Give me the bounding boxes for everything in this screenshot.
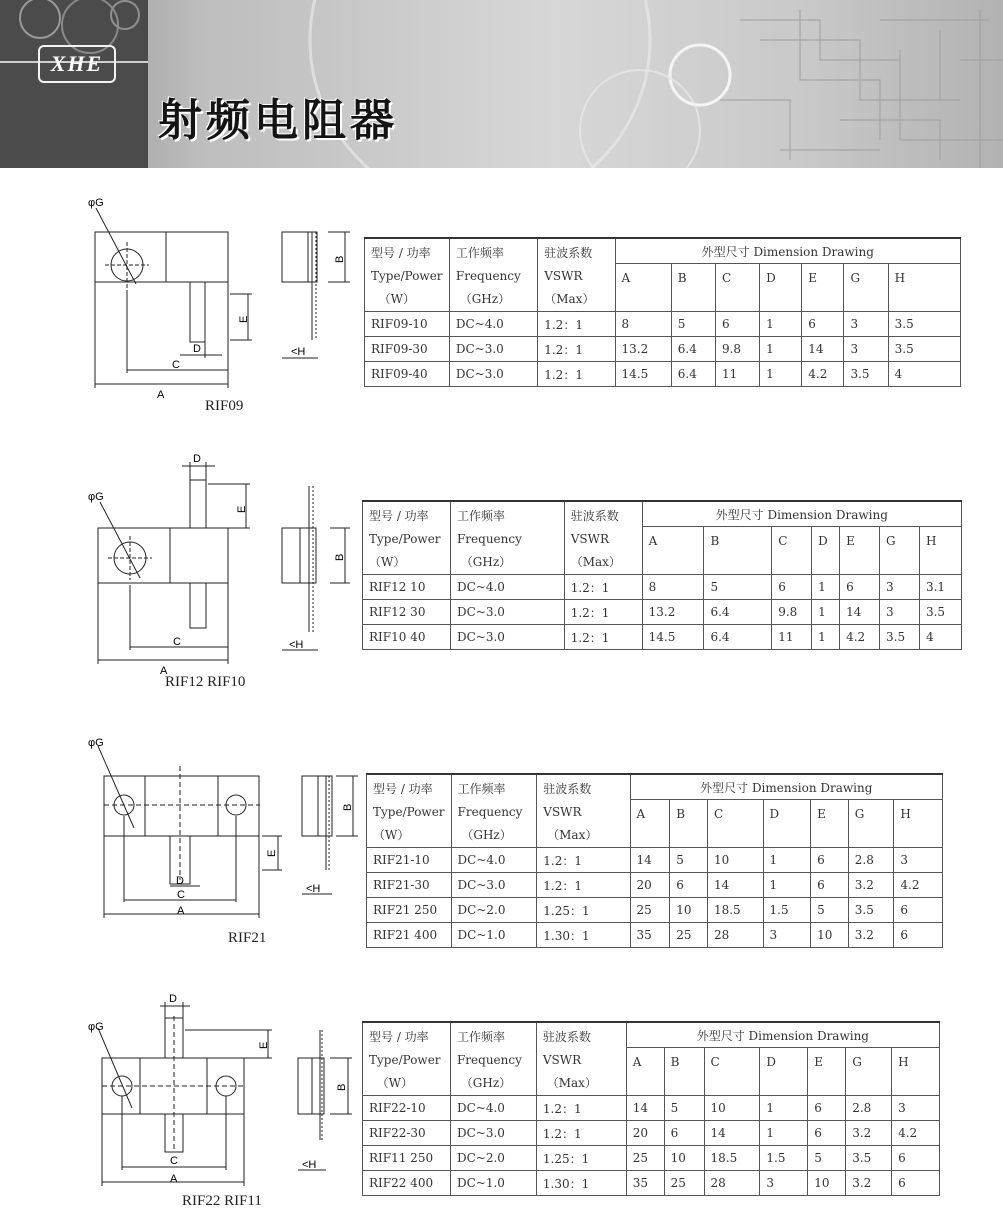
col-header-dimension: 外型尺寸 Dimension Drawing — [642, 501, 961, 527]
table-row: RIF22 400 DC~1.0 1.30：1 35 25 28 3 10 3.2 6 — [363, 1171, 940, 1196]
dim-d-label: D — [193, 453, 201, 465]
dim-h-label: <H — [302, 1159, 317, 1171]
col-b: B — [664, 1048, 704, 1096]
col-c: C — [707, 800, 763, 848]
dim-d-label: D — [193, 343, 201, 355]
col-a: A — [626, 1048, 664, 1096]
dim-a-label: A — [177, 905, 185, 917]
dim-b-label: B — [342, 803, 354, 811]
col-a: A — [630, 800, 670, 848]
rif22-dimension-drawing — [0, 990, 362, 1225]
dim-c-label: C — [170, 1155, 178, 1167]
col-d: D — [760, 264, 802, 312]
rif09-dimension-drawing — [0, 190, 360, 420]
phi-g-label: φG — [88, 197, 104, 209]
col-e: E — [808, 1048, 846, 1096]
section-rif22-rif11 — [0, 990, 1003, 1225]
dim-h-label: <H — [291, 346, 306, 358]
dim-b-label: B — [334, 553, 346, 561]
col-e: E — [811, 800, 849, 848]
figure-label: RIF21 — [228, 930, 267, 946]
col-header-type: 型号 / 功率 Type/Power （W） — [363, 501, 451, 575]
col-c: C — [715, 264, 759, 312]
phi-g-label: φG — [88, 737, 104, 749]
dim-e-label: E — [238, 315, 250, 323]
table-row: RIF09-10 DC~4.0 1.2：1 8 5 6 1 6 3 3.5 — [365, 312, 961, 337]
col-d: D — [763, 800, 811, 848]
dim-h-label: <H — [289, 639, 304, 651]
col-header-dimension: 外型尺寸 Dimension Drawing — [615, 238, 960, 264]
col-e: E — [802, 264, 844, 312]
section-rif09 — [0, 190, 1003, 420]
col-header-dimension: 外型尺寸 Dimension Drawing — [626, 1022, 939, 1048]
section-rif21 — [0, 730, 1003, 960]
table-row: RIF21 250 DC~2.0 1.25：1 25 10 18.5 1.5 5 3.5 6 — [367, 898, 943, 923]
col-h: H — [919, 527, 961, 575]
col-header-dimension: 外型尺寸 Dimension Drawing — [630, 774, 942, 800]
dim-e-label: E — [266, 849, 278, 857]
table-row: RIF12 30 DC~3.0 1.2：1 13.2 6.4 9.8 1 14 3 3.5 — [363, 600, 962, 625]
table-row: RIF10 40 DC~3.0 1.2：1 14.5 6.4 11 1 4.2 3.5 4 — [363, 625, 962, 650]
dim-b-label: B — [336, 1083, 348, 1091]
col-header-frequency: 工作频率 Frequency （GHz） — [450, 501, 564, 575]
rif21-dimension-drawing — [0, 730, 362, 960]
col-header-type: 型号 / 功率 Type/Power （W） — [367, 774, 452, 848]
col-c: C — [772, 527, 812, 575]
dim-h-label: <H — [306, 883, 321, 895]
col-header-type: 型号 / 功率 Type/Power （W） — [365, 238, 450, 312]
col-header-frequency: 工作频率 Frequency （GHz） — [450, 1022, 536, 1096]
dim-a-label: A — [160, 665, 168, 677]
phi-g-label: φG — [88, 491, 104, 503]
dim-c-label: C — [173, 636, 181, 648]
col-a: A — [642, 527, 704, 575]
lead-tab — [190, 282, 205, 342]
col-header-frequency: 工作频率 Frequency （GHz） — [449, 238, 537, 312]
col-c: C — [704, 1048, 760, 1096]
col-g: G — [848, 800, 894, 848]
figure-label: RIF12 RIF10 — [165, 674, 246, 690]
dim-d-label: D — [176, 875, 184, 887]
col-header-frequency: 工作频率 Frequency （GHz） — [451, 774, 537, 848]
phi-g-label: φG — [88, 1021, 104, 1033]
dim-e-label: E — [258, 1041, 270, 1049]
section-rif12-rif10 — [0, 450, 1003, 700]
table-row: RIF21 400 DC~1.0 1.30：1 35 25 28 3 10 3.2 6 — [367, 923, 943, 948]
resistor-body — [95, 232, 228, 282]
col-g: G — [880, 527, 920, 575]
figure-label: RIF22 RIF11 — [182, 1193, 262, 1209]
table-row: RIF21-10 DC~4.0 1.2：1 14 5 10 1 6 2.8 3 — [367, 848, 943, 873]
table-row: RIF22-30 DC~3.0 1.2：1 20 6 14 1 6 3.2 4.2 — [363, 1121, 940, 1146]
rif12-dimension-drawing — [0, 450, 362, 700]
table-row: RIF21-30 DC~3.0 1.2：1 20 6 14 1 6 3.2 4.2 — [367, 873, 943, 898]
col-d: D — [812, 527, 840, 575]
table-row: RIF12 10 DC~4.0 1.2：1 8 5 6 1 6 3 3.1 — [363, 575, 962, 600]
company-logo: XHE — [38, 45, 116, 83]
col-e: E — [840, 527, 880, 575]
table-row: RIF09-40 DC~3.0 1.2：1 14.5 6.4 11 1 4.2 3.5 4 — [365, 362, 961, 387]
col-b: B — [670, 800, 708, 848]
col-header-vswr: 驻波系数 VSWR （Max） — [564, 501, 642, 575]
col-header-vswr: 驻波系数 VSWR （Max） — [537, 774, 630, 848]
dim-c-label: C — [172, 359, 180, 371]
spec-table-rif21 — [366, 773, 943, 948]
dim-c-label: C — [177, 889, 185, 901]
table-row: RIF09-30 DC~3.0 1.2：1 13.2 6.4 9.8 1 14 3 3.5 — [365, 337, 961, 362]
col-header-type: 型号 / 功率 Type/Power （W） — [363, 1022, 451, 1096]
col-b: B — [704, 527, 772, 575]
table-row: RIF11 250 DC~2.0 1.25：1 25 10 18.5 1.5 5 3.5 6 — [363, 1146, 940, 1171]
col-g: G — [846, 1048, 892, 1096]
col-h: H — [888, 264, 960, 312]
spec-table-rif09 — [364, 237, 961, 387]
dim-e-label: E — [236, 505, 248, 513]
col-header-vswr: 驻波系数 VSWR （Max） — [536, 1022, 626, 1096]
table-row: RIF22-10 DC~4.0 1.2：1 14 5 10 1 6 2.8 3 — [363, 1096, 940, 1121]
dim-b-label: B — [334, 255, 346, 263]
figure-label: RIF09 — [205, 398, 244, 414]
col-h: H — [894, 800, 943, 848]
dim-d-label: D — [169, 993, 177, 1005]
dim-a-label: A — [170, 1173, 178, 1185]
spec-table-rif22 — [362, 1021, 940, 1196]
page-title: 射频电阻器 — [158, 95, 398, 146]
col-header-vswr: 驻波系数 VSWR （Max） — [538, 238, 615, 312]
col-h: H — [892, 1048, 940, 1096]
dim-a-label: A — [157, 389, 165, 401]
header-banner — [0, 0, 1003, 168]
col-b: B — [671, 264, 715, 312]
spec-table-rif12 — [362, 500, 962, 650]
col-a: A — [615, 264, 671, 312]
col-d: D — [760, 1048, 808, 1096]
circuit-decoration-icon — [0, 0, 1003, 168]
col-g: G — [844, 264, 888, 312]
